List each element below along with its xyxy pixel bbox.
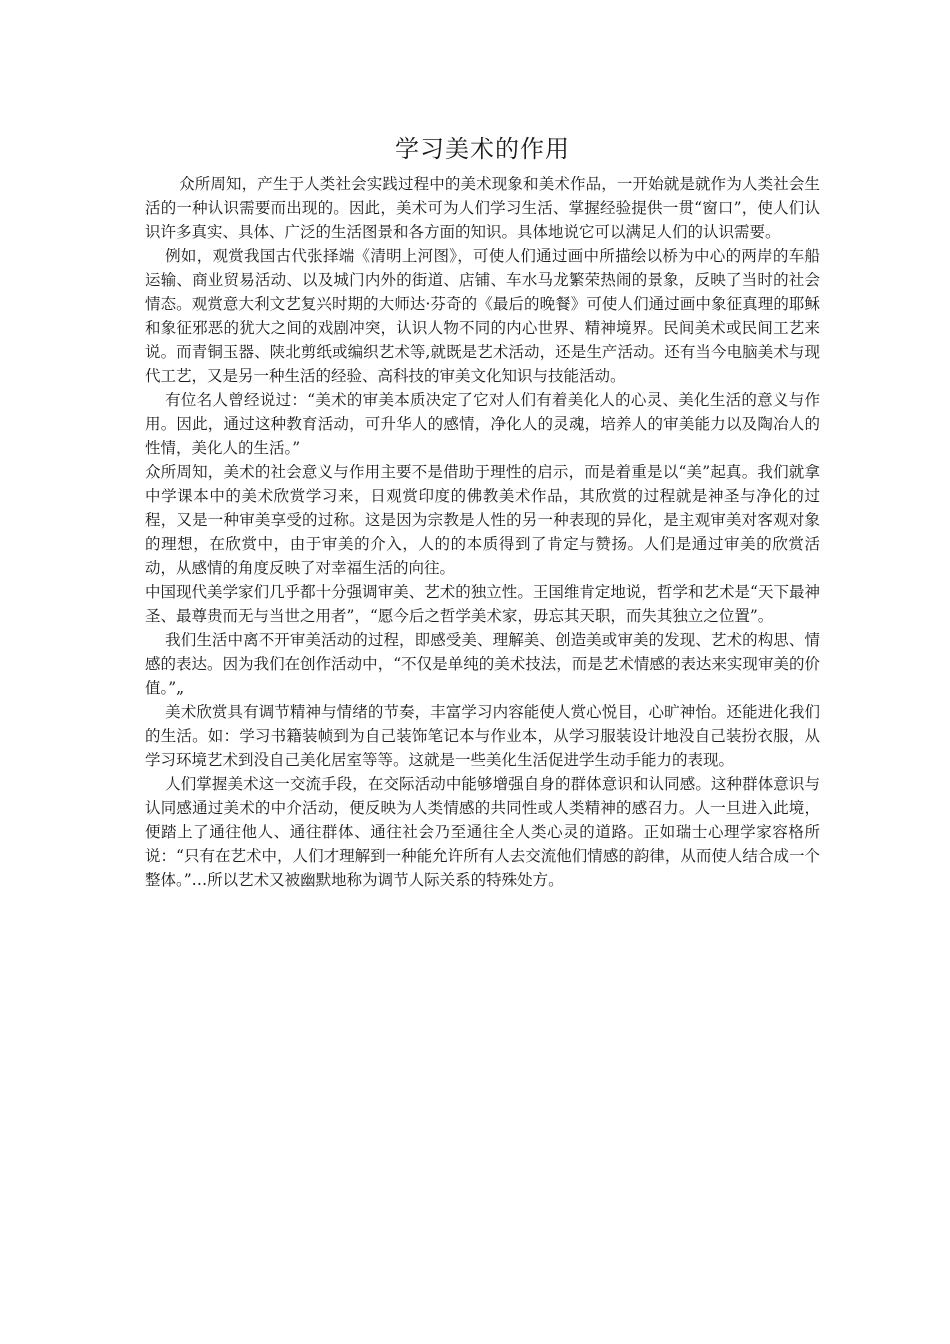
- paragraph-4: 众所周知，美术的社会意义与作用主要不是借助于理性的启示，而是着重是以“美”起真。我们就拿中学课本中的美术欣赏学习来，日观赏印度的佛教美术作品，其欣赏的过程就是神圣与净化的过程，又是一种审美享受的过称。这是因为宗教是人性的另一种表现的异化，是主观审美对客观对象的理想，在欣赏中，由于审美的介入，人的的本质得到了肯定与赞扬。人们是通过审美的欣赏活动，从感情的角度反映了对幸福生活的向往。: [145, 463, 820, 577]
- paragraph-7: 美术欣赏具有调节精神与情绪的节奏，丰富学习内容能使人赏心悦目，心旷神怡。还能进化我们的生活。如：学习书籍装帧到为自己装饰笔记本与作业本，从学习服装设计地没自己装扮衣服，从学习环境艺术到没自己美化居室等等。这就是一些美化生活促进学生动手能力的表现。: [145, 703, 820, 769]
- paragraph-2: 例如，观赏我国古代张择端《清明上河图》，可使人们通过画中所描绘以桥为中心的两岸的车船运输、商业贸易活动、以及城门内外的街道、店铺、车水马龙繁荣热闹的景象，反映了当时的社会情态。观赏意大利文艺复兴时期的大师达·芬奇的《最后的晚餐》可使人们通过画中象征真理的耶稣和象征邪恶的犹大之间的戏剧冲突，认识人物不同的内心世界、精神境界。民间美术或民间工艺来说。而青铜玉器、陕北剪纸或编织艺术等,就既是艺术活动，还是生产活动。还有当今电脑美术与现代工艺，又是另一种生活的经验、高科技的审美文化知识与技能活动。: [145, 247, 820, 385]
- paragraph-6: 我们生活中离不开审美活动的过程，即感受美、理解美、创造美或审美的发现、艺术的构思、情感的表达。因为我们在创作活动中，“不仅是单纯的美术技法，而是艺术情感的表达来实现审美的价值。”„: [145, 631, 820, 697]
- paragraph-1: 众所周知，产生于人类社会实践过程中的美术现象和美术作品，一开始就是就作为人类社会生活的一种认识需要而出现的。因此，美术可为人们学习生活、掌握经验提供一贯“窗口”，使人们认识许多真实、具体、广泛的生活图景和各方面的知识。具体地说它可以满足人们的认识需要。: [145, 175, 820, 241]
- paragraph-3: 有位名人曾经说过：“美术的审美本质决定了它对人们有着美化人的心灵、美化生活的意义与作用。因此，通过这种教育活动，可升华人的感情，净化人的灵魂，培养人的审美能力以及陶冶人的性情，美化人的生活。”: [145, 391, 820, 457]
- paragraph-8: 人们掌握美术这一交流手段，在交际活动中能够增强自身的群体意识和认同感。这种群体意识与认同感通过美术的中介活动，便反映为人类情感的共同性或人类精神的感召力。人一旦进入此境，便踏上了通往他人、通往群体、通往社会乃至通往全人类心灵的道路。正如瑞士心理学家容格所说：“只有在艺术中，人们才理解到一种能允许所有人去交流他们情感的韵律，从而使人结合成一个整体。”…所以艺术又被幽默地称为调节人际关系的特殊处方。: [145, 775, 820, 889]
- document-title: 学习美术的作用: [395, 135, 570, 163]
- paragraph-5: 中国现代美学家们几乎都十分强调审美、艺术的独立性。王国维肯定地说，哲学和艺术是“天下最神圣、最尊贵而无与当世之用者”，“愿今后之哲学美术家，毋忘其天职，而失其独立之位置”。: [145, 583, 820, 625]
- document-page: [145, 132, 820, 892]
